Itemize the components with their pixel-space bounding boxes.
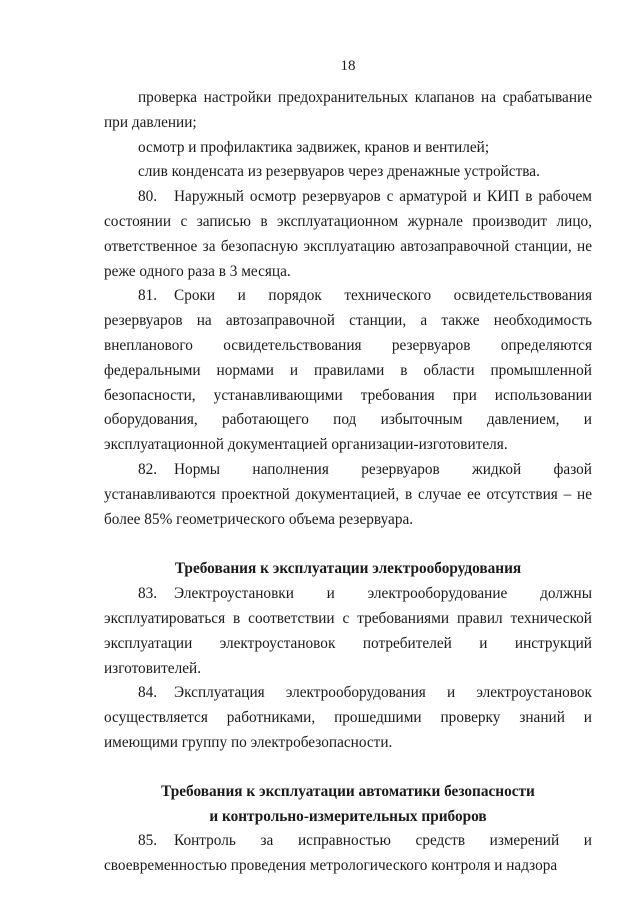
paragraph-80 bbox=[104, 185, 592, 284]
paragraph-text: Сроки и порядок технического освидетельствования резервуаров на автозаправочной станции, а также необходимость внепланового освидетельствования резервуаров определяются федеральными нормами и правилами в области промышленной безопасности, устанавливающими требования при использовании оборудования, работающего под избыточным давлением, и эксплуатационной документацией организации-изготовителя. bbox=[104, 287, 592, 454]
section-heading-automation-line2: и контрольно-измерительных приборов bbox=[209, 807, 487, 825]
paragraph-number: 83. bbox=[138, 585, 158, 603]
paragraph-valve-check: проверка настройки предохранительных клапанов на срабатывание при давлении; bbox=[104, 89, 592, 131]
section-heading-electrical: Требования к эксплуатации электрооборудования bbox=[174, 560, 522, 578]
paragraph-number: 82. bbox=[138, 460, 158, 478]
paragraph-text: Электроустановки и электрооборудование должны эксплуатироваться в соответствии с требованиями правил технической эксплуатации электроустановок потребителей и инструкций изготовителей. bbox=[104, 585, 592, 677]
paragraph-82 bbox=[104, 458, 592, 532]
page-number: 18 bbox=[340, 58, 356, 74]
paragraph-text: Контроль за исправностью средств измерений и своевременностью проведения метрологического контроля и надзора bbox=[104, 832, 592, 875]
paragraph-number: 81. bbox=[138, 287, 158, 305]
paragraph-number: 85. bbox=[138, 832, 158, 850]
paragraph-text: Нормы наполнения резервуаров жидкой фазой устанавливаются проектной документацией, в случае ее отсутствия – не более 85% геометрического объема резервуара. bbox=[104, 460, 592, 528]
paragraph-text: Наружный осмотр резервуаров с арматурой и КИП в рабочем состоянии с записью в эксплуатационном журнале производит лицо, ответственное за безопасную эксплуатацию автозаправочной станции, не реже одного раза в 3 месяца. bbox=[104, 188, 592, 280]
paragraph-condensate-drain: слив конденсата из резервуаров через дренажные устройства. bbox=[138, 163, 540, 181]
paragraph-84 bbox=[104, 681, 592, 755]
paragraph-number: 80. bbox=[138, 188, 158, 206]
paragraph-text: Эксплуатация электрооборудования и электроустановок осуществляется работниками, прошедшими проверку знаний и имеющими группу по электробезопасности. bbox=[104, 684, 592, 751]
paragraph-number: 84. bbox=[138, 684, 158, 702]
section-heading-automation-line1: Требования к эксплуатации автоматики безопасности bbox=[161, 782, 535, 800]
paragraph-83 bbox=[104, 582, 592, 681]
paragraph-valve-maintenance: осмотр и профилактика задвижек, кранов и вентилей; bbox=[138, 138, 490, 156]
paragraph-81 bbox=[104, 284, 592, 458]
paragraph-85 bbox=[104, 829, 592, 879]
